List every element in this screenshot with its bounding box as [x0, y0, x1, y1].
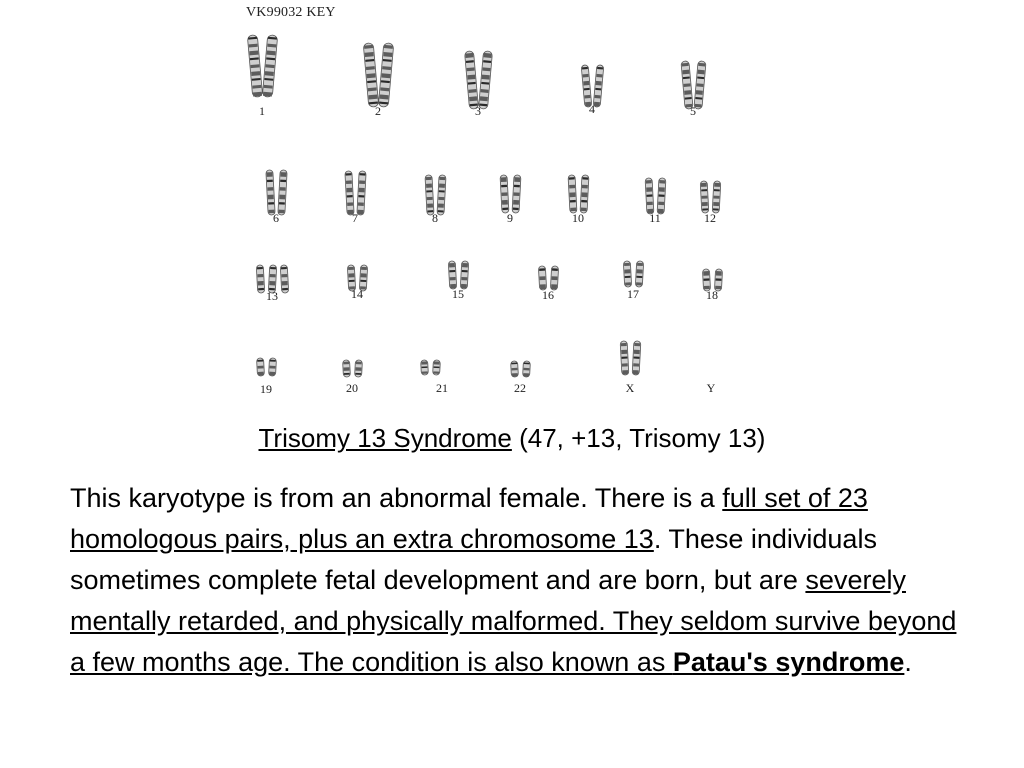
chromosome-label-3: 3 — [475, 104, 481, 118]
chromosome-label-X: X — [625, 381, 635, 395]
chromosome-label-15: 15 — [452, 287, 464, 301]
chromosome-21-pair — [418, 357, 443, 378]
chromosome-10-pair — [566, 172, 591, 216]
chromosome-label-7: 7 — [352, 211, 358, 225]
text-part-1: This karyotype is from an abnormal female. There is a — [70, 483, 723, 513]
chromosome-label-10: 10 — [572, 211, 584, 225]
chromosome-label-12: 12 — [704, 211, 716, 225]
chromosome-X-pair — [618, 338, 643, 378]
chromosome-label-20: 20 — [346, 381, 358, 395]
text-underlined-2-main: severely mentally retarded, and physically malformed. They seldom survive beyond a few months age. The condition is also known as — [70, 565, 957, 677]
chromosome-label-9: 9 — [507, 211, 513, 225]
chromosome-label-11: 11 — [649, 211, 661, 225]
chromosome-1-pair — [247, 32, 278, 100]
chromosome-label-19: 19 — [260, 382, 272, 396]
karyotype-key-label: VK99032 KEY — [246, 5, 336, 20]
chromosome-3-pair — [464, 48, 493, 112]
chromosome-label-14: 14 — [351, 287, 363, 301]
slide-caption — [0, 420, 1024, 456]
chromosome-17-pair — [621, 258, 646, 290]
chromosome-9-pair — [498, 172, 523, 216]
chromosome-label-21: 21 — [436, 381, 448, 395]
chromosome-label-6: 6 — [273, 211, 279, 225]
chromosome-label-8: 8 — [432, 211, 438, 225]
description-paragraph — [70, 478, 960, 683]
text-part-2: . These individuals sometimes complete fetal development and are born, but are — [70, 524, 877, 595]
chromosome-label-1: 1 — [259, 104, 265, 118]
syndrome-name: Patau's syndrome — [672, 647, 905, 677]
chromosome-19-pair — [254, 355, 279, 379]
karyotype-image — [230, 0, 750, 405]
chromosome-label-16: 16 — [542, 288, 554, 302]
text-underlined-1: full set of 23 homologous pairs, plus an extra chromosome 13 — [70, 483, 868, 554]
chromosome-label-22: 22 — [514, 381, 526, 395]
caption-detail: (47, +13, Trisomy 13) — [511, 423, 766, 453]
caption-title: Trisomy 13 Syndrome — [258, 423, 512, 453]
chromosome-label-4: 4 — [589, 102, 595, 116]
chromosome-label-13: 13 — [266, 289, 278, 303]
chromosome-2-pair — [363, 40, 394, 110]
chromosome-label-18: 18 — [706, 288, 718, 302]
chromosome-label-2: 2 — [375, 104, 381, 118]
chromosome-label-Y: Y — [706, 381, 716, 395]
chromosome-label-5: 5 — [690, 104, 696, 118]
chromosome-label-17: 17 — [627, 287, 639, 301]
chromosome-20-pair — [340, 357, 365, 380]
text-part-3: . — [904, 647, 912, 677]
chromosome-22-pair — [508, 358, 533, 380]
